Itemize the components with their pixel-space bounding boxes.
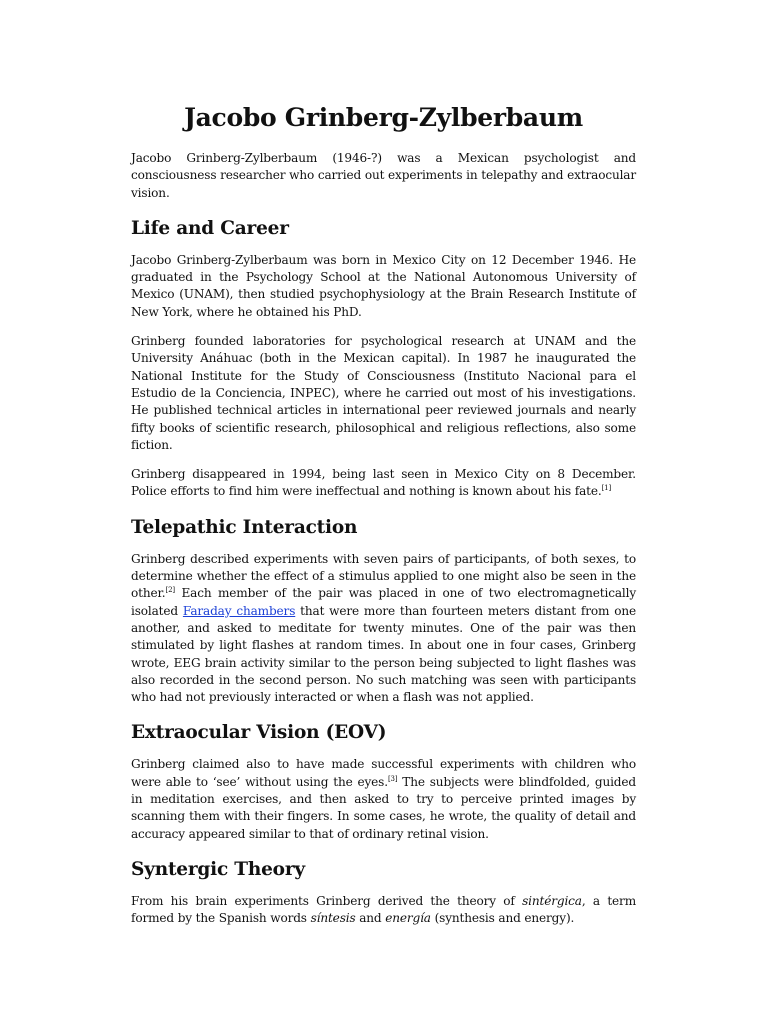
citation-2[interactable]: [2] [165, 586, 175, 595]
faraday-chambers-link[interactable]: Faraday chambers [182, 603, 296, 618]
telepathic-text-b: Each member of the pair was placed in one of two electromagnetically isolated [131, 586, 636, 618]
syntergic-text-a: From his brain experiments Grinberg derived the theory of [131, 893, 523, 908]
telepathic-paragraph [131, 551, 636, 707]
page-title: Jacobo Grinberg-Zylberbaum [184, 103, 583, 132]
eov-text-a: Grinberg claimed also to have made successful experiments with children who were able to ‘see’ without using the eyes. [131, 757, 636, 789]
life-paragraph-3-text: Grinberg disappeared in 1994, being last seen in Mexico City on 8 December. Police efforts to find him were ineffectual and nothing is known about his fate. [131, 467, 636, 499]
sintesis-term: síntesis [310, 911, 356, 926]
section-heading-syntergic: Syntergic Theory [131, 858, 305, 880]
syntergic-text-b: , a term formed by the Spanish words [131, 893, 637, 926]
life-paragraph-1: Jacobo Grinberg-Zylberbaum was born in Mexico City on 12 December 1946. He graduated in the Psychology School at the National Autonomous University of Mexico (UNAM), then studied psychophysiology at the Brain Research Institute of New York, where he obtained his PhD. [131, 252, 636, 319]
citation-1[interactable]: [1] [601, 484, 612, 493]
intro-paragraph: Jacobo Grinberg-Zylberbaum (1946-?) was a Mexican psychologist and consciousness researcher who carried out experiments in telepathy and extraocular vision. [131, 151, 636, 200]
syntergic-paragraph [131, 893, 636, 928]
life-paragraph-2: Grinberg founded laboratories for psychological research at UNAM and the University Anáhuac (both in the Mexican capital). In 1987 he inaugurated the National Institute for the Study of Consciousness (Instituto Nacional para el Estudio de la Conciencia, INPEC), where he carried out most of his investigations. He published technical articles in international peer reviewed journals and nearly fifty books of scientific research, philosophical and religious reflections, also some fiction. [131, 334, 636, 452]
eov-text-b: The subjects were blindfolded, guided in meditation exercises, and then asked to try to perceive printed images by scanning them with their fingers. In some cases, he wrote, the quality of detail and accuracy appeared similar to that of ordinary retinal vision. [131, 774, 636, 841]
section-heading-eov: Extraocular Vision (EOV) [131, 722, 387, 744]
syntergic-term: sintérgica [522, 893, 582, 908]
syntergic-text-c: and [355, 911, 386, 926]
syntergic-text-d: (synthesis and energy). [430, 911, 575, 926]
telepathic-text-c: that were more than fourteen meters distant from one another, and asked to meditate for twenty minutes. One of the pair was then stimulated by light flashes at random times. In about one in four cases, Grinberg wrote, EEG brain activity similar to the person being subjected to light flashes was also recorded in the second person. No such matching was seen with participants who had not previously interacted or when a flash was not applied. [131, 603, 636, 705]
citation-3[interactable]: [3] [387, 774, 398, 783]
eov-paragraph [131, 756, 636, 842]
document-page [131, 100, 636, 940]
section-heading-telepathic: Telepathic Interaction [131, 516, 358, 538]
telepathic-text-a: Grinberg described experiments with seven pairs of participants, of both sexes, to determine whether the effect of a stimulus applied to one might also be seen in the other. [131, 551, 636, 601]
energia-term: energía [385, 911, 431, 926]
life-paragraph-3 [131, 466, 636, 501]
section-heading-life: Life and Career [131, 217, 289, 239]
